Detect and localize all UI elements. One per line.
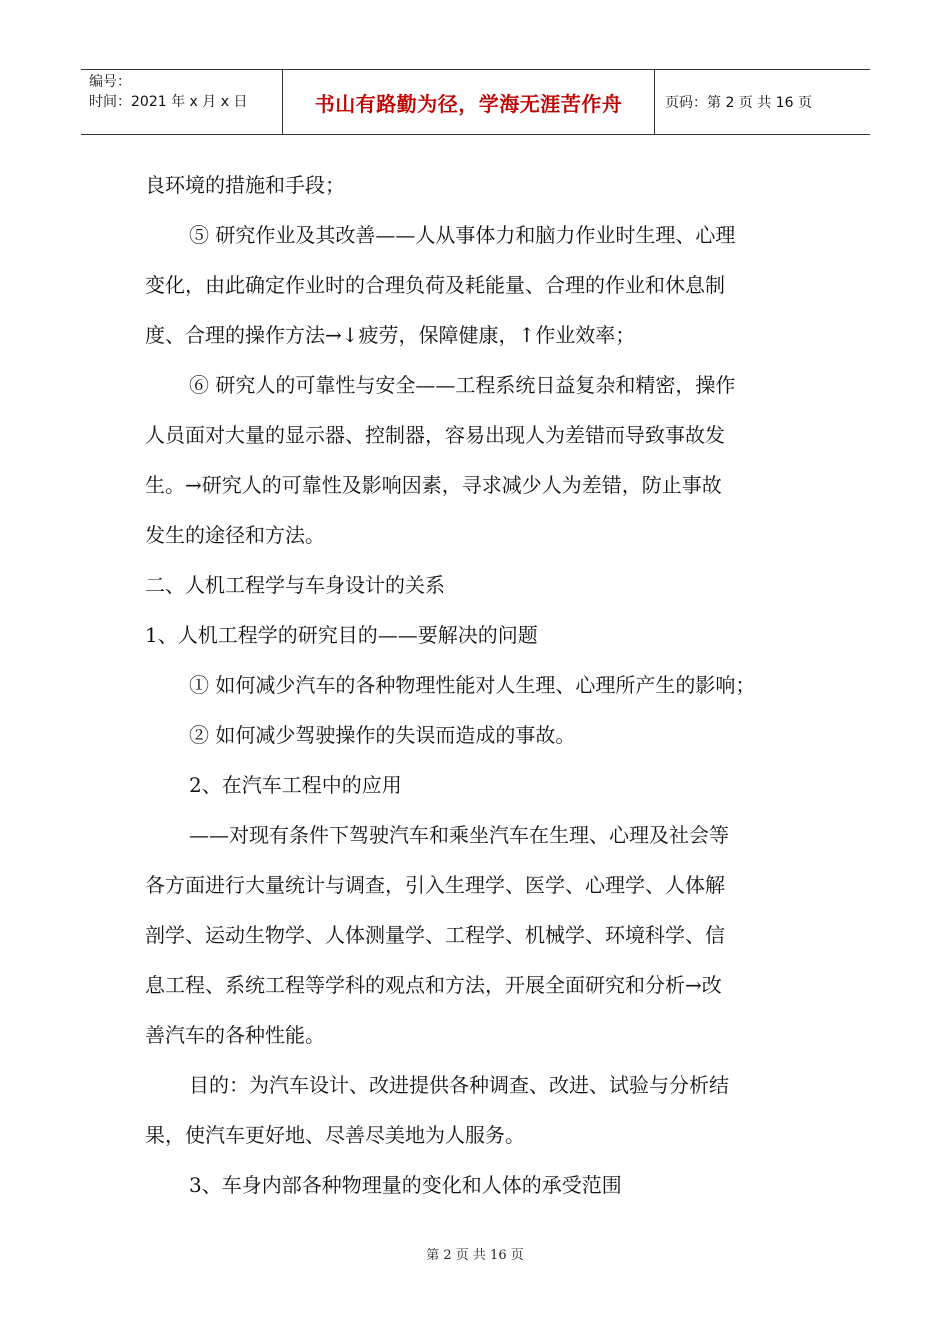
body-paragraph: 果，使汽车更好地、尽善尽美地为人服务。: [145, 1123, 525, 1147]
header-motto-cell: [283, 70, 655, 134]
body-paragraph: ——对现有条件下驾驶汽车和乘坐汽车在生理、心理及社会等: [189, 823, 729, 847]
subsection-heading: 1、人机工程学的研究目的——要解决的问题: [145, 623, 538, 647]
body-paragraph: 人员面对大量的显示器、控制器，容易出现人为差错而导致事故发: [145, 423, 725, 447]
body-paragraph: 目的：为汽车设计、改进提供各种调查、改进、试验与分析结: [189, 1073, 729, 1097]
document-date: 时间：2021 年 x 月 x 日: [89, 94, 248, 110]
header-page-info: 页码：第 2 页 共 16 页: [665, 95, 812, 111]
body-paragraph: ⑥ 研究人的可靠性与安全——工程系统日益复杂和精密，操作: [189, 373, 736, 397]
document-body: [145, 160, 810, 1210]
body-paragraph: 变化，由此确定作业时的合理负荷及耗能量、合理的作业和休息制: [145, 273, 725, 297]
header-page-cell: [655, 70, 870, 134]
body-paragraph: 善汽车的各种性能。: [145, 1023, 325, 1047]
body-paragraph: 发生的途径和方法。: [145, 523, 325, 547]
body-paragraph: 剖学、运动生物学、人体测量学、工程学、机械学、环境科学、信: [145, 923, 725, 947]
body-paragraph: 良环境的措施和手段；: [145, 173, 345, 197]
body-paragraph: ⑤ 研究作业及其改善——人从事体力和脑力作业时生理、心理: [189, 223, 736, 247]
document-number-label: 编号：: [89, 74, 131, 90]
page-footer: 第 2 页 共 16 页: [426, 1248, 524, 1263]
header-meta-cell: [81, 70, 283, 134]
document-header: [81, 69, 870, 135]
header-motto: 书山有路勤为径，学海无涯苦作舟: [314, 91, 623, 116]
subsection-heading: 3、车身内部各种物理量的变化和人体的承受范围: [189, 1173, 622, 1197]
body-paragraph: 度、合理的操作方法→↓疲劳，保障健康，↑作业效率；: [145, 323, 636, 347]
section-heading: 二、人机工程学与车身设计的关系: [145, 573, 445, 597]
body-paragraph: 生。→研究人的可靠性及影响因素，寻求减少人为差错，防止事故: [145, 473, 722, 497]
body-paragraph: 各方面进行大量统计与调查，引入生理学、医学、心理学、人体解: [145, 873, 725, 897]
body-paragraph: 息工程、系统工程等学科的观点和方法，开展全面研究和分析→改: [145, 973, 722, 997]
body-paragraph: ① 如何减少汽车的各种物理性能对人生理、心理所产生的影响；: [189, 673, 756, 697]
subsection-heading: 2、在汽车工程中的应用: [189, 773, 402, 797]
body-paragraph: ② 如何减少驾驶操作的失误而造成的事故。: [189, 723, 576, 747]
